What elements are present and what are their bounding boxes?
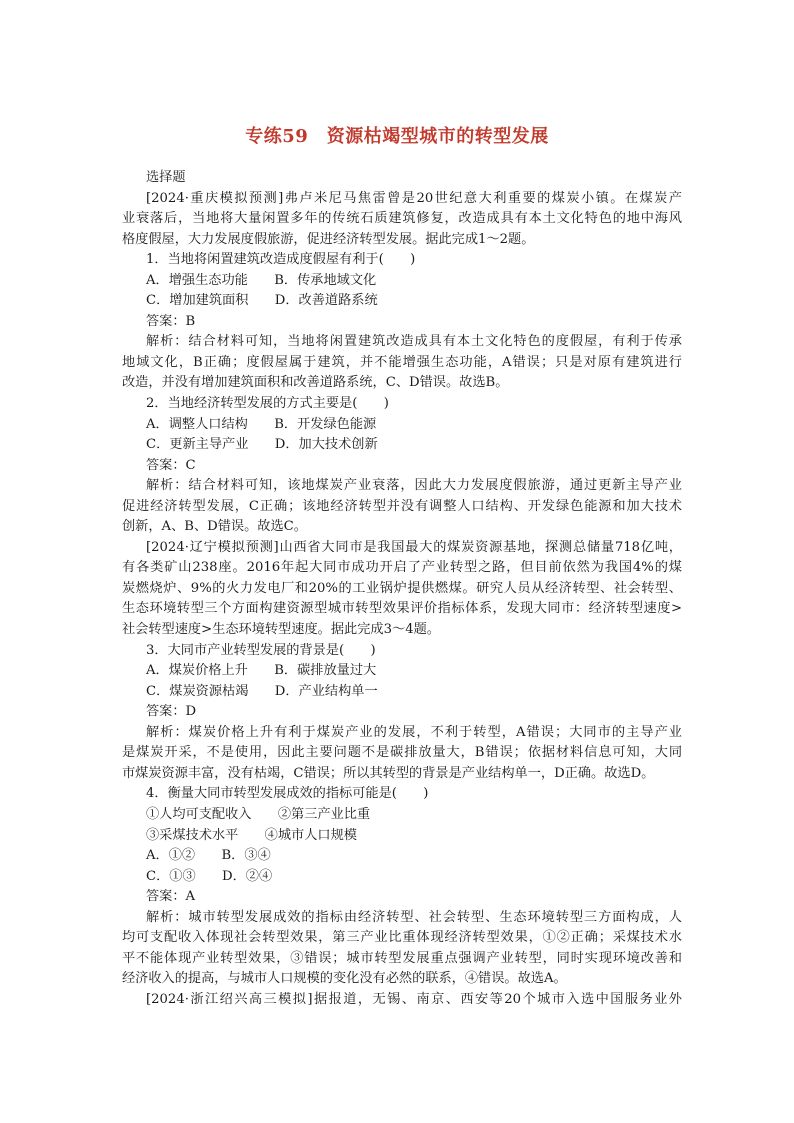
explanation-line: 地域文化，B正确；度假屋属于建筑，并不能增强生态功能，A错误；只是对原有建筑进行 (122, 354, 682, 370)
explanation-line: 改造，并没有增加建筑面积和改善道路系统，C、D错误。故选B。 (122, 375, 509, 391)
question-options: C．增加建筑面积 D．改善道路系统 (146, 293, 378, 309)
document-body (122, 168, 682, 1010)
answer-line: 答案：B (146, 313, 196, 329)
text-line: 炭燃烧炉、9%的火力发电厂和20%的工业锅炉提供燃煤。研究人员从经济转型、社会转型、 (122, 580, 682, 596)
explanation-line: 促进经济转型发展，C正确；该地经济转型并没有调整人口结构、开发绿色能源和加大技术 (122, 498, 682, 514)
section-heading: 选择题 (146, 170, 186, 185)
question-options: C．煤炭资源枯竭 D．产业结构单一 (146, 683, 378, 699)
explanation-line: 解析：城市转型发展成效的指标由经济转型、社会转型、生态环境转型三方面构成，人 (146, 909, 682, 925)
question-options: A．①② B．③④ (146, 848, 271, 864)
page-title: 专练59 资源枯竭型城市的转型发展 (245, 126, 549, 147)
answer-line: 答案：D (146, 704, 197, 720)
explanation-line: 解析：结合材料可知，当地将闲置建筑改造成具有本土文化特色的度假屋，有利于传承 (146, 334, 682, 350)
question-stem: 2．当地经济转型发展的方式主要是( ) (146, 396, 389, 412)
explanation-line: 经济收入的提高，与城市人口规模的变化没有必然的联系，④错误。故选A。 (122, 971, 567, 987)
explanation-line: 解析：结合材料可知，该地煤炭产业衰落，因此大力发展度假旅游，通过更新主导产业 (146, 478, 682, 494)
answer-line: 答案：C (146, 457, 196, 473)
question-options: C．①③ D．②④ (146, 868, 273, 884)
text-line: 社会转型速度>生态环境转型速度。据此完成3～4题。 (122, 622, 440, 638)
question-stem: 1．当地将闲置建筑改造成度假屋有利于( ) (146, 252, 416, 268)
question-options: A．调整人口结构 B．开发绿色能源 (146, 416, 377, 432)
explanation-line: 平不能体现产业转型效果，③错误；城市转型发展重点强调产业转型，同时实现环境改善和 (122, 950, 682, 966)
question-stem: 3．大同市产业转型发展的背景是( ) (146, 642, 376, 658)
answer-line: 答案：A (146, 889, 196, 905)
text-line: 有各类矿山238座。2016年起大同市成功开启了产业转型之路，但目前依然为我国4%的煤 (122, 560, 682, 576)
text-line: 业衰落后，当地将大量闲置多年的传统石质建筑修复，改造成具有本土文化特色的地中海风 (122, 211, 682, 227)
text-line: [2024·重庆模拟预测]弗卢米尼马焦雷曾是20世纪意大利重要的煤炭小镇。在煤炭产 (146, 190, 682, 206)
question-options: A．增强生态功能 B．传承地域文化 (146, 272, 377, 288)
explanation-line: 解析：煤炭价格上升有利于煤炭产业的发展，不利于转型，A错误；大同市的主导产业 (146, 724, 682, 740)
text-line: 格度假屋，大力发展度假旅游，促进经济转型发展。据此完成1～2题。 (122, 231, 535, 247)
text-line: [2024·浙江绍兴高三模拟]据报道，无锡、南京、西安等20个城市入选中国服务业外 (146, 991, 682, 1007)
text-line: [2024·辽宁模拟预测]山西省大同市是我国最大的煤炭资源基地，探测总储量718亿吨， (146, 539, 682, 555)
explanation-line: 市煤炭资源丰富，没有枯竭，C错误；所以其转型的背景是产业结构单一，D正确。故选D。 (122, 765, 655, 781)
explanation-line: 创新，A、B、D错误。故选C。 (122, 519, 307, 535)
question-stem: 4．衡量大同市转型发展成效的指标可能是( ) (146, 786, 429, 802)
question-options: C．更新主导产业 D．加大技术创新 (146, 437, 378, 453)
text-line: 生态环境转型三个方面构建资源型城市转型效果评价指标体系，发现大同市：经济转型速度> (122, 601, 682, 617)
explanation-line: 均可支配收入体现社会转型效果，第三产业比重体现经济转型效果，①②正确；采煤技术水 (122, 930, 682, 946)
question-options: ③采煤技术水平 ④城市人口规模 (146, 827, 357, 843)
explanation-line: 是煤炭开采，不是使用，因此主要问题不是碳排放量大，B错误；依据材料信息可知，大同 (122, 745, 682, 761)
question-options: ①人均可支配收入 ②第三产业比重 (146, 806, 371, 822)
question-options: A．煤炭价格上升 B．碳排放量过大 (146, 663, 377, 679)
